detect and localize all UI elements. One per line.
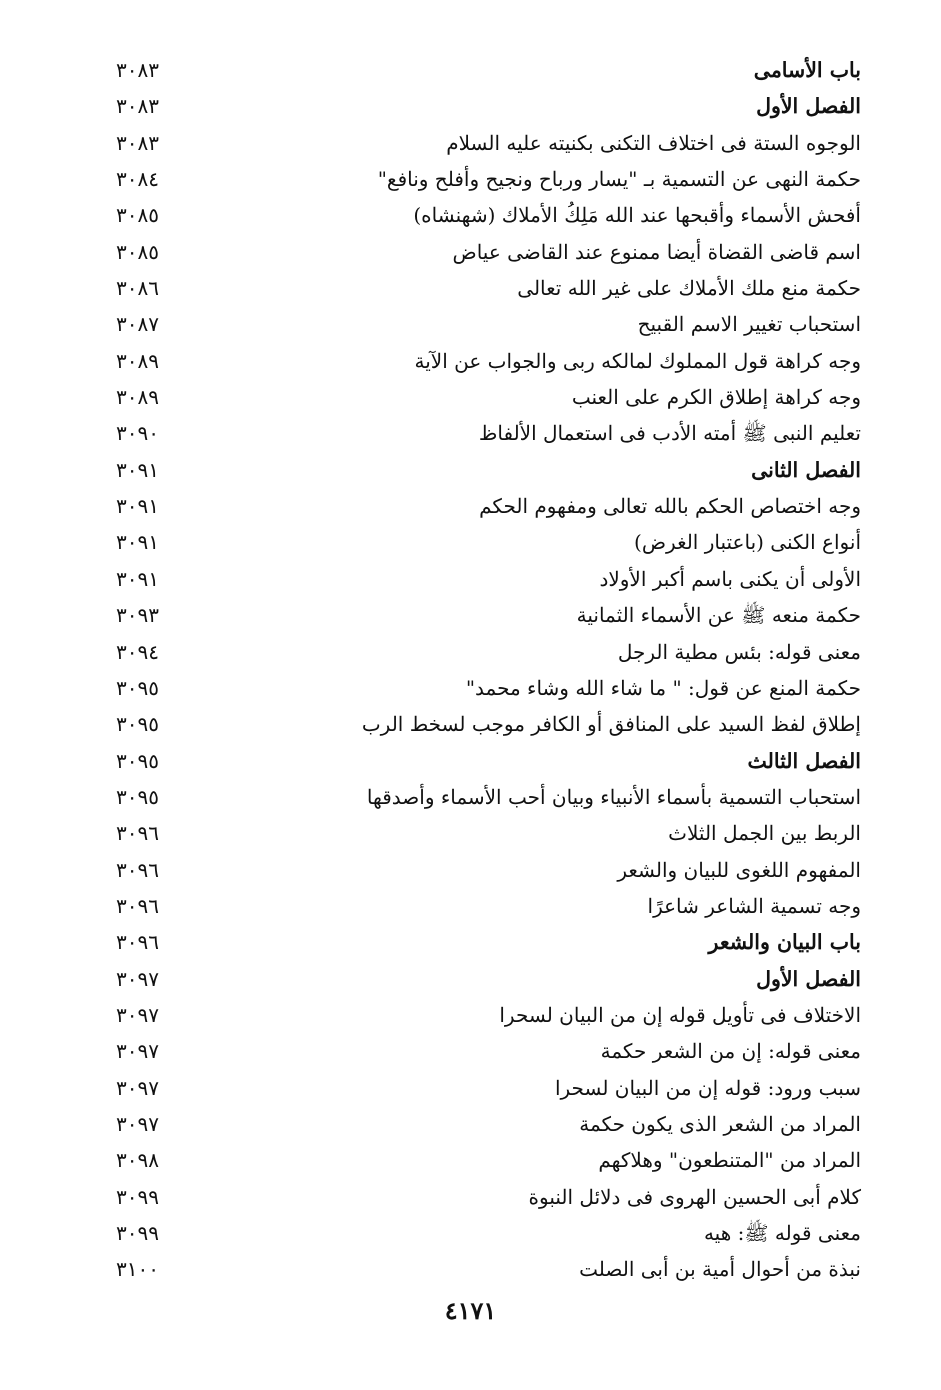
toc-entry [0, 1033, 941, 1069]
toc-entry-page: ٣٠٨٥ [116, 203, 159, 228]
toc-entry [0, 1142, 941, 1178]
toc-entry [0, 815, 941, 851]
toc-entry [0, 234, 941, 270]
toc-entry-title: استحباب تغيير الاسم القبيح [637, 312, 861, 337]
toc-entry-title: نبذة من أحوال أمية بن أبى الصلت [579, 1257, 861, 1282]
toc-entry-title: حكمة المنع عن قول: " ما شاء الله وشاء محمد" [465, 675, 861, 700]
toc-entry-title: أفحش الأسماء وأقبحها عند الله مَلِكُ الأملاك (شهنشاه) [413, 203, 861, 228]
toc-entry-title: حكمة منع ملك الأملاك على غير الله تعالى [517, 276, 861, 301]
toc-entry-title: معنى قوله ﷺ: هيه [703, 1221, 861, 1245]
toc-entry-page: ٣٠٩٧ [116, 1002, 159, 1027]
toc-entry-page: ٣٠٩١ [116, 457, 159, 482]
toc-entry [0, 452, 941, 488]
toc-entry-title: معنى قوله: بئس مطية الرجل [617, 639, 861, 664]
toc-entry-title: أنواع الكنى (باعتبار الغرض) [634, 530, 861, 555]
toc-entry-title: الوجوه الستة فى اختلاف التكنى بكنيته عليه السلام [446, 130, 861, 155]
toc-heading: الفصل الثانى [751, 457, 861, 482]
toc-entry [0, 379, 941, 415]
toc-entry-page: ٣٠٩٥ [116, 675, 159, 700]
toc-entry-title: معنى قوله: إن من الشعر حكمة [600, 1039, 861, 1064]
toc-entry-title: إطلاق لفظ السيد على المنافق أو الكافر موجب لسخط الرب [361, 712, 861, 737]
toc-entry [0, 561, 941, 597]
toc-entry-title: تعليم النبى ﷺ أمته الأدب فى استعمال الألفاظ [478, 421, 861, 446]
toc-heading: باب البيان والشعر [708, 930, 861, 955]
toc-entry-page: ٣٠٩٧ [116, 1075, 159, 1100]
toc-entry [0, 597, 941, 633]
page-number: ٤١٧١ [444, 1296, 497, 1325]
toc-entry [0, 52, 941, 88]
toc-entry [0, 306, 941, 342]
toc-entry-title: سبب ورود: قوله إن من البيان لسحرا [554, 1075, 861, 1100]
toc-entry [0, 161, 941, 197]
toc-heading: الفصل الثالث [747, 748, 861, 773]
toc-entry-page: ٣٠٨٦ [116, 276, 159, 301]
toc-entry-title: المراد من الشعر الذى يكون حكمة [579, 1111, 861, 1136]
toc-entry [0, 1251, 941, 1287]
toc-entry-title: اسم قاضى القضاة أيضا ممنوع عند القاضى عياض [452, 239, 861, 264]
toc-entry-page: ٣٠٩٦ [116, 893, 159, 918]
toc-entry-page: ٣٠٩١ [116, 566, 159, 591]
toc-entry-page: ٣٠٩٦ [116, 930, 159, 955]
toc-list [0, 52, 941, 1288]
toc-entry-title: حكمة النهى عن التسمية بـ "يسار ورباح ونجيح وأفلح ونافع" [377, 167, 861, 192]
toc-entry [0, 1070, 941, 1106]
toc-entry-page: ٣٠٩٤ [116, 639, 159, 664]
toc-entry [0, 706, 941, 742]
toc-entry [0, 997, 941, 1033]
toc-entry-page: ٣٠٨٥ [116, 239, 159, 264]
toc-entry [0, 1179, 941, 1215]
toc-entry-page: ٣٠٩٥ [116, 784, 159, 809]
toc-entry [0, 125, 941, 161]
toc-entry-page: ٣٠٩٦ [116, 857, 159, 882]
toc-entry-page: ٣٠٩٥ [116, 748, 159, 773]
toc-entry [0, 634, 941, 670]
toc-entry-title: الأولى أن يكنى باسم أكبر الأولاد [599, 566, 861, 591]
toc-entry-title: الاختلاف فى تأويل قوله إن من البيان لسحرا [499, 1002, 861, 1027]
toc-heading: الفصل الأول [756, 966, 861, 991]
toc-entry-page: ٣٠٨٤ [116, 167, 159, 192]
toc-entry-page: ٣٠٨٧ [116, 312, 159, 337]
toc-entry [0, 961, 941, 997]
toc-entry-title: وجه كراهة قول المملوك لمالكه ربى والجواب عن الآية [414, 348, 861, 373]
toc-entry-title: وجه اختصاص الحكم بالله تعالى ومفهوم الحكم [479, 494, 861, 519]
toc-entry-page: ٣١٠٠ [116, 1257, 159, 1282]
toc-entry [0, 1215, 941, 1251]
toc-entry-page: ٣٠٨٩ [116, 348, 159, 373]
toc-entry-page: ٣٠٩٣ [116, 603, 159, 628]
toc-entry [0, 343, 941, 379]
toc-entry-title: استحباب التسمية بأسماء الأنبياء وبيان أحب الأسماء وأصدقها [366, 784, 861, 809]
toc-entry [0, 888, 941, 924]
toc-entry-title: حكمة منعه ﷺ عن الأسماء الثمانية [576, 603, 861, 628]
toc-entry-page: ٣٠٩١ [116, 530, 159, 555]
toc-entry-title: الربط بين الجمل الثلاث [668, 821, 861, 846]
toc-entry-page: ٣٠٨٣ [116, 130, 159, 155]
toc-entry-page: ٣٠٩٥ [116, 712, 159, 737]
toc-entry [0, 270, 941, 306]
toc-heading: باب الأسامى [753, 58, 861, 82]
toc-entry-page: ٣٠٩٦ [116, 821, 159, 846]
toc-entry [0, 779, 941, 815]
toc-entry [0, 524, 941, 560]
toc-entry-page: ٣٠٩٩ [116, 1221, 159, 1245]
toc-entry-page: ٣٠٨٣ [116, 94, 159, 119]
toc-entry-page: ٣٠٩٠ [116, 421, 159, 446]
toc-entry-page: ٣٠٨٣ [116, 58, 159, 82]
toc-entry-page: ٣٠٨٩ [116, 385, 159, 410]
toc-entry-title: المفهوم اللغوى للبيان والشعر [617, 857, 861, 882]
toc-entry-title: كلام أبى الحسين الهروى فى دلائل النبوة [528, 1184, 861, 1209]
toc-entry [0, 88, 941, 124]
toc-entry [0, 197, 941, 233]
toc-entry-page: ٣٠٩٧ [116, 1039, 159, 1064]
toc-entry-page: ٣٠٩٩ [116, 1184, 159, 1209]
toc-entry-title: المراد من "المتنطعون" وهلاكهم [598, 1148, 861, 1173]
toc-entry [0, 852, 941, 888]
toc-entry-page: ٣٠٩١ [116, 494, 159, 519]
toc-entry [0, 743, 941, 779]
toc-entry-page: ٣٠٩٧ [116, 966, 159, 991]
toc-entry-page: ٣٠٩٧ [116, 1111, 159, 1136]
toc-entry [0, 415, 941, 451]
toc-entry-page: ٣٠٩٨ [116, 1148, 159, 1173]
toc-entry [0, 670, 941, 706]
toc-entry [0, 488, 941, 524]
toc-entry [0, 1106, 941, 1142]
toc-heading: الفصل الأول [756, 94, 861, 119]
toc-entry [0, 924, 941, 960]
toc-entry-title: وجه تسمية الشاعر شاعرًا [647, 893, 861, 918]
toc-entry-title: وجه كراهة إطلاق الكرم على العنب [571, 385, 861, 410]
